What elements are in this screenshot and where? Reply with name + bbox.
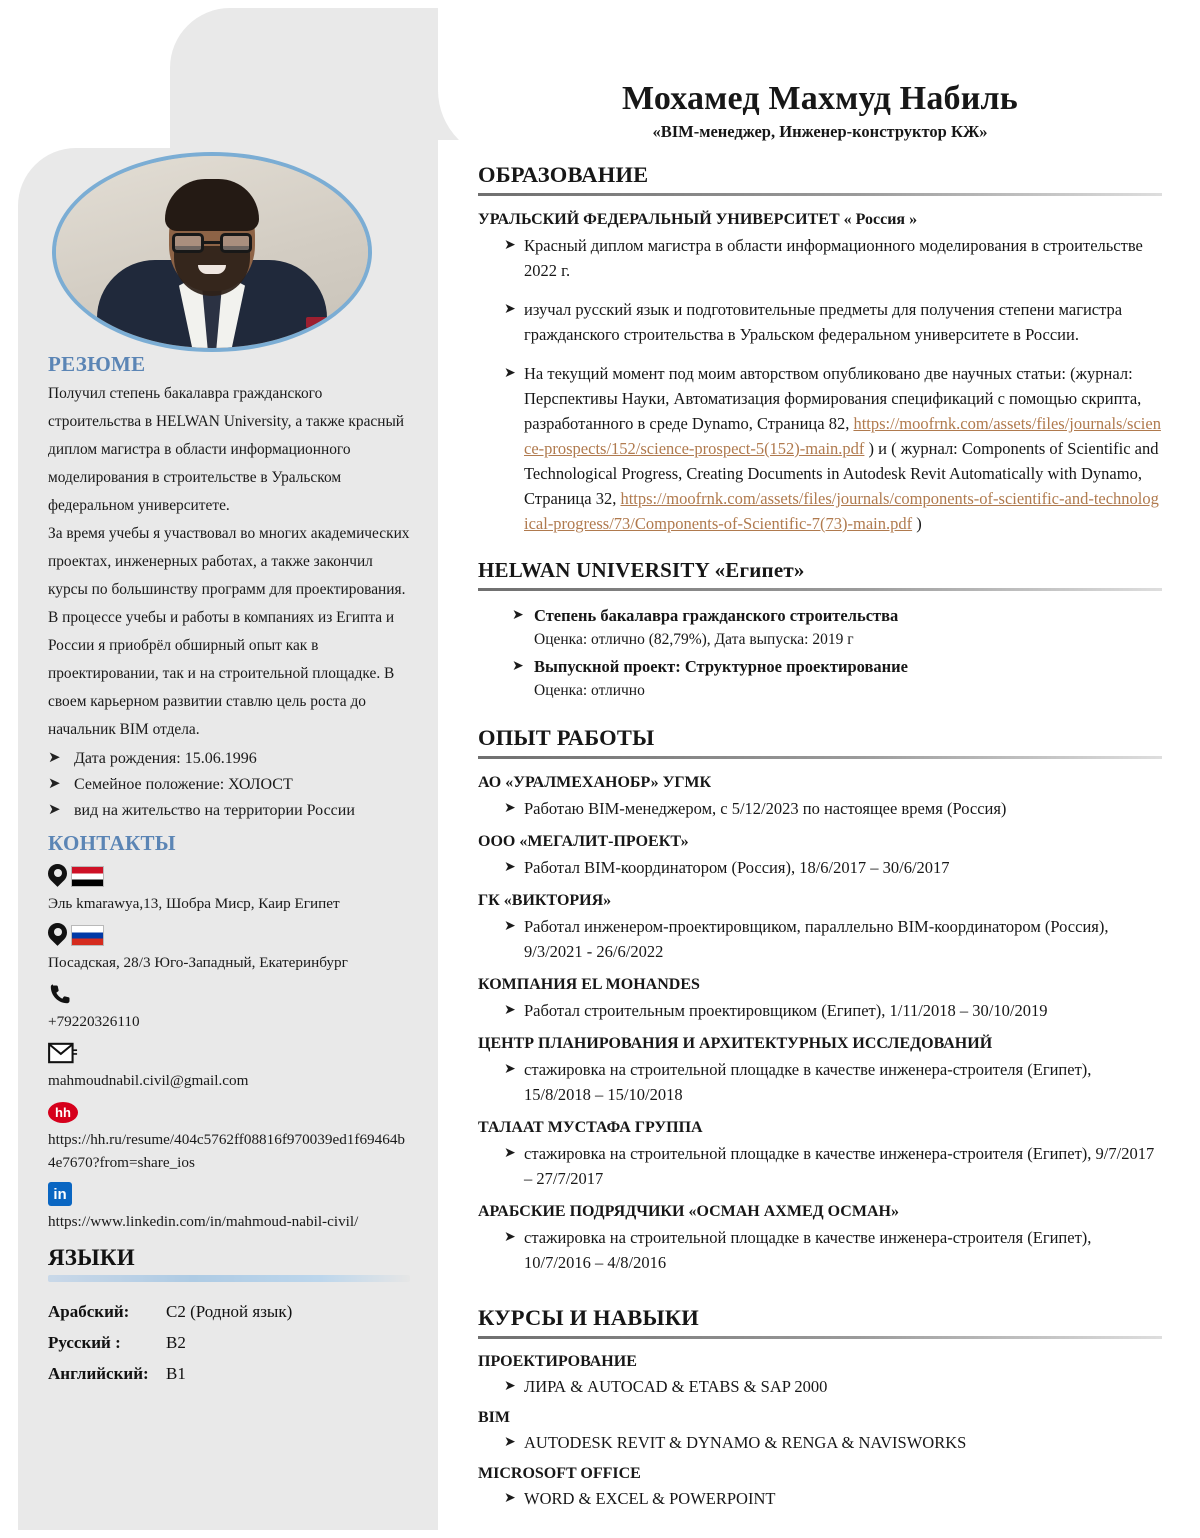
publication-link-2[interactable]: https://moofrnk.com/assets/files/journals/components-of-scientific-and-technological-progress/73/Components-of-Scientific-7(73)-main.pdf — [524, 489, 1159, 533]
list-item — [478, 297, 1162, 347]
residence-permit: вид на жительство на территории России — [74, 802, 355, 819]
job-org: КОМПАНИЯ EL MOHANDES — [478, 976, 700, 993]
job-detail: Работал строительным проектировщиком (Египет), 1/11/2018 – 30/10/2019 — [524, 1001, 1048, 1020]
helwan-degree-note: Оценка: отлично (82,79%), Дата выпуска: 2019 г — [534, 631, 854, 648]
publications-text-2: ) и ( журнал: Components of Scientific and Technological Progress, Creating Documents in Autodesk Revit Automatically with Dynamo, Страница 32, — [524, 439, 1159, 508]
email-icon-row — [48, 1039, 410, 1067]
job-detail: стажировка на строительной площадке в качестве инженера-строителя (Египет), 15/8/2018 – 15/10/2018 — [524, 1060, 1092, 1104]
arrow-bullet-icon: ➤ — [504, 1491, 516, 1506]
list-item — [478, 654, 1162, 679]
helwan-degree: Степень бакалавра гражданского строительства — [534, 606, 899, 625]
education-heading: ОБРАЗОВАНИЕ — [478, 162, 649, 187]
arrow-bullet-icon: ➤ — [504, 1003, 516, 1018]
publications-text-3: ) — [912, 514, 922, 533]
arrow-bullet-icon: ➤ — [48, 802, 61, 818]
publications-text-1: На текущий момент под моим авторством опубликовано две научных статьи: (журнал: Перспективы Науки, Автоматизация формирования спецификаций с помощью скрипта, разработанного в среде Dynamo, Страница 82, — [524, 364, 1142, 433]
job-detail: Работал инженером-проектировщиком, параллельно BIM-координатором (Россия), 9/3/2021 - 26/6/2022 — [524, 917, 1109, 961]
linkedin-icon[interactable]: in — [48, 1182, 72, 1206]
envelope-icon — [48, 1042, 78, 1064]
contacts-heading: КОНТАКТЫ — [48, 831, 176, 855]
job-org: АО «УРАЛМЕХАНОБР» УГМК — [478, 774, 712, 791]
section-divider — [478, 588, 1162, 591]
address-egypt: Эль kmarawya,13, Шобра Миср, Каир Египет — [48, 895, 340, 912]
address-russia: Посадская, 28/3 Юго-Западный, Екатеринбург — [48, 954, 348, 971]
summary-heading: РЕЗЮМЕ — [48, 352, 146, 376]
job-detail: стажировка на строительной площадке в качестве инженера-строителя (Египет), 10/7/2016 – 4/8/2016 — [524, 1228, 1092, 1272]
hh-ru-icon[interactable]: hh — [48, 1102, 78, 1123]
arrow-bullet-icon: ➤ — [504, 1230, 516, 1245]
birth-date: Дата рождения: 15.06.1996 — [74, 750, 257, 767]
skill-group-title: ПРОЕКТИРОВАНИЕ — [478, 1353, 637, 1370]
sidebar — [48, 352, 410, 1389]
arrow-bullet-icon: ➤ — [48, 776, 61, 792]
arrow-bullet-icon: ➤ — [504, 1379, 516, 1394]
section-divider — [478, 1336, 1162, 1339]
languages-heading: ЯЗЫКИ — [48, 1245, 135, 1270]
list-item — [478, 603, 1162, 628]
publications — [524, 361, 1162, 536]
hh-icon-row — [48, 1098, 410, 1126]
ufu-degree: Красный диплом магистра в области информационного моделирования в строительстве 2022 г. — [524, 236, 1143, 280]
list-item — [48, 772, 410, 797]
helwan-project-note: Оценка: отлично — [534, 682, 645, 699]
personal-details-list — [48, 746, 410, 823]
arrow-bullet-icon: ➤ — [504, 801, 516, 816]
language-level: B1 — [166, 1364, 186, 1383]
hh-resume-link[interactable]: https://hh.ru/resume/404c5762ff08816f970039ed1f69464b4e7670?from=share_ios — [48, 1131, 406, 1171]
section-divider — [478, 193, 1162, 196]
skill-items: AUTODESK REVIT & DYNAMO & RENGA & NAVISWORKS — [524, 1433, 967, 1452]
arrow-bullet-icon: ➤ — [504, 1062, 516, 1077]
arrow-bullet-icon: ➤ — [504, 1435, 516, 1450]
list-item — [478, 1225, 1162, 1275]
arrow-bullet-icon: ➤ — [504, 919, 516, 934]
list-item — [478, 1430, 1162, 1455]
photo-pocket-square — [306, 317, 336, 328]
phone-number[interactable]: +79220326110 — [48, 1013, 140, 1030]
phone-icon-row — [48, 980, 410, 1008]
page-title: Мохамед Махмуд Набиль — [622, 80, 1018, 117]
photo-glasses-left — [172, 233, 204, 253]
table-row — [48, 1296, 410, 1327]
languages-section — [48, 1245, 410, 1389]
language-name: Английский: — [48, 1364, 149, 1383]
skills-heading: КУРСЫ И НАВЫКИ — [478, 1305, 699, 1330]
arrow-bullet-icon: ➤ — [504, 1146, 516, 1161]
list-item — [478, 1057, 1162, 1107]
address-russia-icons — [48, 921, 410, 949]
language-name: Русский : — [48, 1333, 121, 1352]
profile-photo — [52, 152, 372, 352]
list-item — [478, 998, 1162, 1023]
job-org: ГК «ВИКТОРИЯ» — [478, 892, 612, 909]
list-item — [478, 233, 1162, 283]
skill-items: WORD & EXCEL & POWERPOINT — [524, 1489, 776, 1508]
arrow-bullet-icon: ➤ — [512, 659, 524, 674]
experience-heading: ОПЫТ РАБОТЫ — [478, 725, 655, 750]
job-org: АРАБСКИЕ ПОДРЯДЧИКИ «ОСМАН АХМЕД ОСМАН» — [478, 1203, 899, 1220]
list-item — [478, 914, 1162, 964]
marital-status: Семейное положение: ХОЛОСТ — [74, 776, 293, 793]
list-item — [48, 746, 410, 771]
languages-divider — [48, 1275, 410, 1282]
arrow-bullet-icon: ➤ — [48, 750, 61, 766]
publication-link-1[interactable]: https://moofrnk.com/assets/files/journals/science-prospects/152/science-prospect-5(152)-main.pdf — [524, 414, 1161, 458]
helwan-project: Выпускной проект: Структурное проектирование — [534, 657, 908, 676]
arrow-bullet-icon: ➤ — [512, 608, 524, 623]
main-content — [478, 78, 1162, 1511]
skill-items: ЛИРА & AUTOCAD & ETABS & SAP 2000 — [524, 1377, 828, 1396]
phone-icon — [48, 982, 72, 1006]
list-item — [478, 1374, 1162, 1399]
language-name: Арабский: — [48, 1302, 130, 1321]
skill-group-title: MICROSOFT OFFICE — [478, 1465, 641, 1482]
job-detail: Работал BIM-координатором (Россия), 18/6/2017 – 30/6/2017 — [524, 858, 950, 877]
linkedin-icon-row — [48, 1180, 410, 1208]
ufu-preparatory: изучал русский язык и подготовительные предметы для получения степени магистра гражданского строительства в Уральском федеральном университете в России. — [524, 300, 1123, 344]
section-divider — [478, 756, 1162, 759]
summary-paragraph-2: За время учебы я участвовал во многих академических проектах, инженерных работах, а также закончил курсы по большинству программ для проектирования. В процессе учебы и работы в компаниях из Египта и России я приобрёл обширный опыт как в проектировании, так и на строительной площадке. В своем карьерном развитии ставлю цель роста до начальник BIM отдела. — [48, 525, 410, 738]
list-item — [478, 1486, 1162, 1511]
helwan-heading: HELWAN UNIVERSITY «Египет» — [478, 558, 805, 582]
language-level: B2 — [166, 1333, 186, 1352]
list-item — [478, 796, 1162, 821]
job-org: ЦЕНТР ПЛАНИРОВАНИЯ И АРХИТЕКТУРНЫХ ИССЛЕДОВАНИЙ — [478, 1035, 993, 1052]
arrow-bullet-icon: ➤ — [504, 860, 516, 875]
list-item — [48, 798, 410, 823]
list-item — [478, 1141, 1162, 1191]
photo-glasses-right — [220, 233, 252, 253]
arrow-bullet-icon: ➤ — [504, 366, 516, 381]
russia-flag-icon — [71, 925, 104, 946]
arrow-bullet-icon: ➤ — [504, 238, 516, 253]
linkedin-link[interactable]: https://www.linkedin.com/in/mahmoud-nabil-civil/ — [48, 1213, 359, 1230]
skill-group-title: BIM — [478, 1409, 510, 1426]
list-item — [478, 361, 1162, 536]
job-detail: Работаю BIM-менеджером, с 5/12/2023 по настоящее время (Россия) — [524, 799, 1007, 818]
languages-table — [48, 1296, 410, 1389]
job-org: ТАЛААТ МУСТАФА ГРУППА — [478, 1119, 703, 1136]
location-pin-icon — [48, 923, 67, 947]
email-address[interactable]: mahmoudnabil.civil@gmail.com — [48, 1072, 249, 1089]
photo-oval-frame — [52, 152, 372, 352]
list-item — [478, 855, 1162, 880]
job-subtitle: «BIM-менеджер, Инженер-конструктор КЖ» — [652, 122, 988, 141]
location-pin-icon — [48, 864, 67, 888]
table-row — [48, 1327, 410, 1358]
table-row — [48, 1358, 410, 1389]
photo-glasses-bridge — [204, 241, 220, 244]
arrow-bullet-icon: ➤ — [504, 302, 516, 317]
summary-paragraph-1: Получил степень бакалавра гражданского строительства в HELWAN University, а также красный диплом магистра в области информационного моделирования в строительстве в Уральском федеральном университете. — [48, 385, 405, 514]
egypt-flag-icon — [71, 866, 104, 887]
address-egypt-icons — [48, 862, 410, 890]
job-org: ООО «МЕГАЛИТ-ПРОЕКТ» — [478, 833, 689, 850]
ufu-title: УРАЛЬСКИЙ ФЕДЕРАЛЬНЫЙ УНИВЕРСИТЕТ « Россия » — [478, 211, 918, 228]
contacts-section — [48, 831, 410, 1233]
job-detail: стажировка на строительной площадке в качестве инженера-строителя (Египет), 9/7/2017 – 27/7/2017 — [524, 1144, 1155, 1188]
language-level: C2 (Родной язык) — [166, 1302, 293, 1321]
